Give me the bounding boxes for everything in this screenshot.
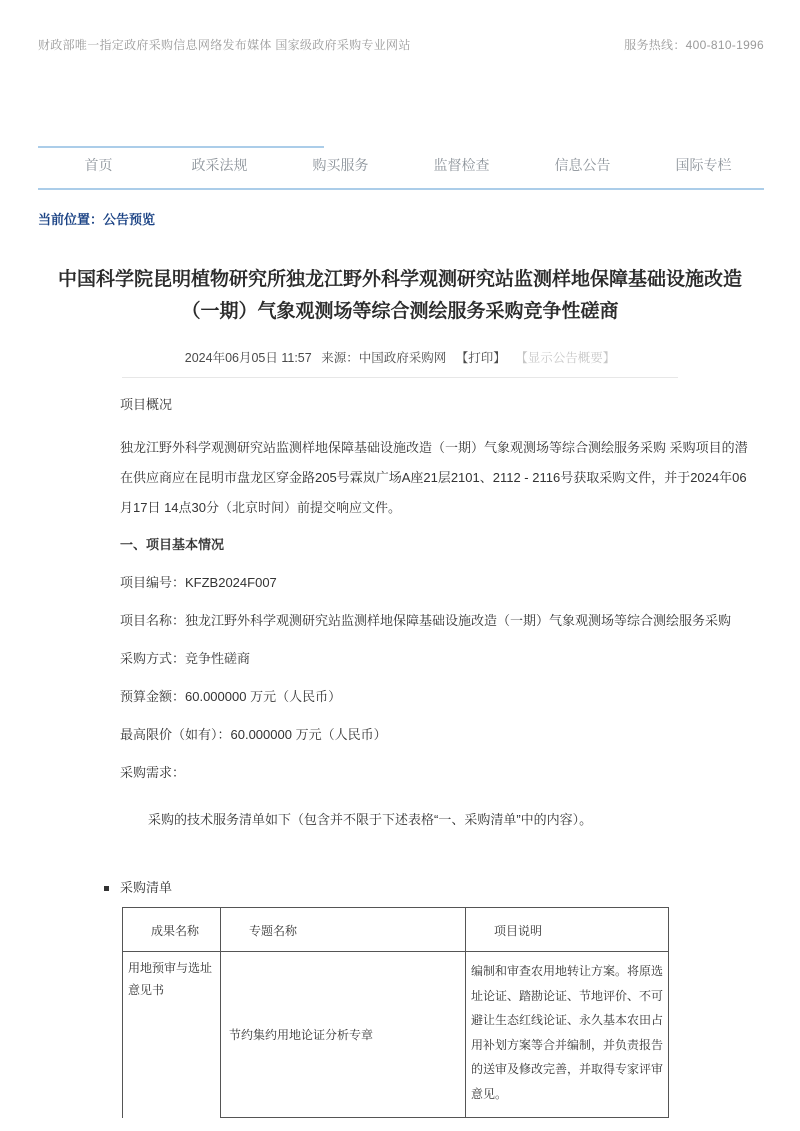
column-header-topic-name: 专题名称 — [221, 908, 466, 952]
topbar — [0, 0, 800, 53]
cell-result-name: 用地预审与选址意见书 — [123, 952, 221, 1118]
breadcrumb-current[interactable]: 公告预览 — [103, 212, 156, 227]
overview-heading: 项目概况 — [120, 397, 173, 412]
nav-item-international[interactable]: 国际专栏 — [675, 157, 732, 173]
field-procurement-demand: 采购需求： — [120, 765, 186, 780]
source-label: 来源：中国政府采购网 — [321, 351, 447, 365]
show-summary-button[interactable]: 【显示公告概要】 — [515, 351, 616, 365]
square-bullet-icon — [104, 886, 109, 891]
nav-item-supervision[interactable]: 监督检查 — [433, 157, 490, 173]
purchase-list-label: 采购清单 — [120, 880, 173, 895]
cell-project-desc: 编制和审查农用地转让方案。将原选址论证、踏勘论证、节地评价、不可避让生态红线论证、永久基本农田占用补划方案等合并编制，并负责报告的送审及修改完善，并取得专家评审意见。 — [466, 952, 669, 1118]
nav-item-purchase-services[interactable]: 购买服务 — [312, 157, 369, 173]
overview-paragraph: 独龙江野外科学观测研究站监测样地保障基础设施改造（一期）气象观测场等综合测绘服务采购 采购项目的潜在供应商应在昆明市盘龙区穿金路205号霖岚广场A座21层2101、2112 - 2116号获取采购文件，并于2024年06月17日 14点30分（北京时间）前提交响应文件。 — [120, 440, 748, 515]
purchase-list-table — [122, 907, 669, 1118]
column-header-project-desc: 项目说明 — [466, 908, 669, 952]
field-project-name: 项目名称：独龙江野外科学观测研究站监测样地保障基础设施改造（一期）气象观测场等综合测绘服务采购 — [120, 613, 732, 628]
nav-accent-line — [38, 146, 324, 148]
service-hotline: 服务热线：400-810-1996 — [624, 38, 764, 52]
nav-item-announcements[interactable]: 信息公告 — [554, 157, 611, 173]
announcement-meta — [0, 348, 800, 366]
nav-item-home[interactable]: 首页 — [84, 157, 113, 173]
main-nav — [38, 146, 764, 190]
site-slogan: 财政部唯一指定政府采购信息网络发布媒体 国家级政府采购专业网站 — [38, 38, 411, 52]
table-row — [123, 952, 669, 1118]
announcement-title: 中国科学院昆明植物研究所独龙江野外科学观测研究站监测样地保障基础设施改造（一期）气象观测场等综合测绘服务采购竞争性磋商 — [57, 269, 742, 322]
field-budget-amount: 预算金额：60.000000 万元（人民币） — [120, 689, 342, 704]
nav-list — [38, 146, 764, 188]
print-button[interactable]: 【打印】 — [455, 351, 506, 365]
breadcrumb — [38, 209, 762, 228]
breadcrumb-label: 当前位置： — [38, 212, 104, 227]
meta-divider — [122, 377, 678, 378]
section1-heading: 一、项目基本情况 — [120, 537, 225, 552]
column-header-result-name: 成果名称 — [123, 908, 221, 952]
publish-datetime: 2024年06月05日 11:57 — [184, 351, 312, 365]
announcement-body — [120, 390, 748, 1118]
service-list-note: 采购的技术服务清单如下（包含并不限于下述表格“一、采购清单”中的内容）。 — [148, 812, 593, 827]
nav-item-regulations[interactable]: 政采法规 — [191, 157, 248, 173]
table-header-row — [123, 908, 669, 952]
purchase-list-heading — [120, 878, 748, 898]
field-project-number: 项目编号：KFZB2024F007 — [120, 575, 277, 590]
cell-topic-name: 节约集约用地论证分析专章 — [221, 952, 466, 1118]
field-max-price: 最高限价（如有）：60.000000 万元（人民币） — [120, 727, 387, 742]
field-procurement-method: 采购方式：竞争性磋商 — [120, 651, 251, 666]
